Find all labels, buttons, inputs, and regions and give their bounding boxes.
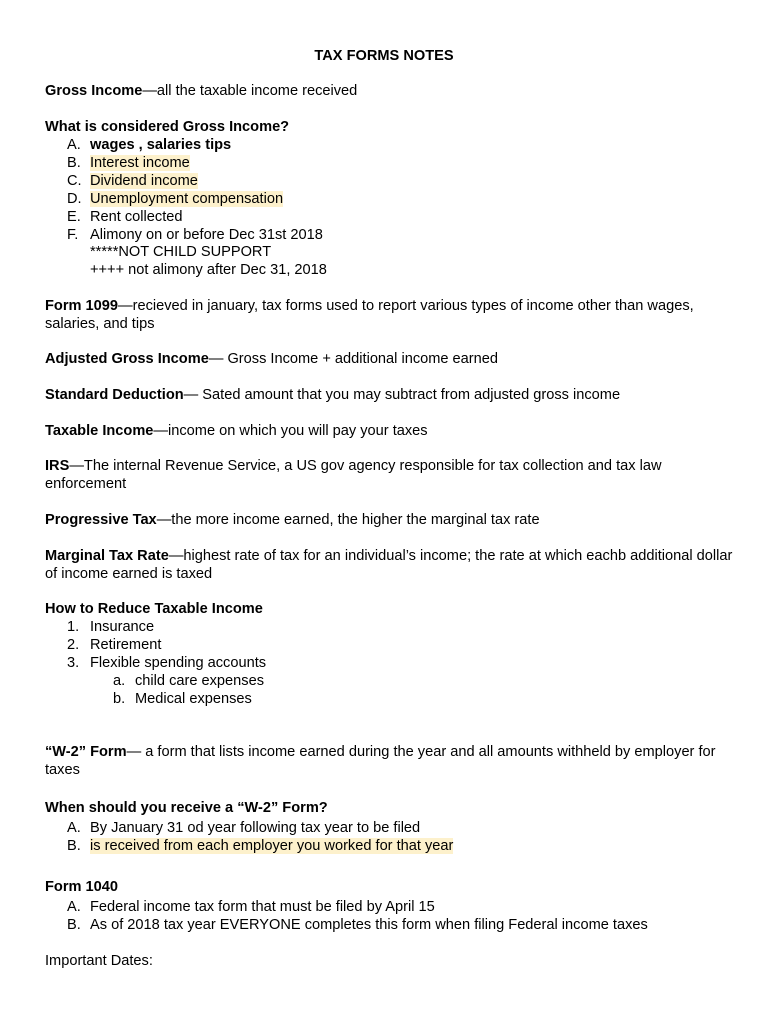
term: Form 1099 [45, 298, 119, 314]
when-w2-list [45, 819, 735, 855]
list-item [45, 136, 735, 154]
term: Gross Income [45, 83, 143, 99]
list-item-text: By January 31 od year following tax year to be filed [90, 820, 421, 836]
list-item-text: Flexible spending accounts [90, 655, 267, 671]
list-marker: 1. [67, 619, 80, 635]
list-item [45, 618, 735, 636]
form-1099-definition [45, 297, 735, 333]
definition: — Sated amount that you may subtract from adjusted gross income [183, 387, 621, 403]
term: Adjusted Gross Income [45, 351, 209, 367]
considered-heading: What is considered Gross Income? [45, 119, 290, 135]
term: Taxable Income [45, 423, 154, 439]
list-item-text: Rent collected [90, 209, 183, 225]
list-item-text: child care expenses [135, 673, 264, 689]
gross-income-definition [45, 82, 735, 100]
list-item [45, 226, 735, 244]
w2-definition [45, 743, 735, 779]
list-item-text: Insurance [90, 619, 155, 635]
list-item [45, 208, 735, 226]
note-child-support: *****NOT CHILD SUPPORT [90, 244, 272, 260]
definition: — a form that lists income earned during the year and all amounts withheld by employer for taxes [45, 744, 716, 778]
list-item-text: Medical expenses [135, 691, 252, 707]
list-item-text: is received from each employer you worked for that year [90, 838, 454, 854]
list-marker: 3. [67, 655, 80, 671]
term: Marginal Tax Rate [45, 548, 169, 564]
page-title: TAX FORMS NOTES [314, 48, 454, 64]
agi-definition [45, 350, 735, 368]
reduce-heading: How to Reduce Taxable Income [45, 601, 263, 617]
list-marker: b. [113, 691, 126, 707]
taxable-income-definition [45, 422, 735, 440]
list-item-text: Retirement [90, 637, 162, 653]
definition: —The internal Revenue Service, a US gov agency responsible for tax collection and tax law enforcement [45, 458, 662, 492]
list-marker: F. [67, 227, 79, 243]
important-dates-label: Important Dates: [45, 953, 153, 969]
list-item-text: Interest income [90, 155, 190, 171]
irs-definition [45, 457, 735, 493]
term: Standard Deduction [45, 387, 184, 403]
when-w2-heading: When should you receive a “W-2” Form? [45, 800, 328, 816]
list-item-text: As of 2018 tax year EVERYONE completes this form when filing Federal income taxes [90, 917, 648, 933]
marginal-tax-rate-definition [45, 547, 735, 583]
list-item [90, 690, 264, 708]
definition: —income on which you will pay your taxes [153, 423, 428, 439]
list-marker: A. [67, 137, 81, 153]
list-marker: C. [67, 173, 82, 189]
list-item-text: Alimony on or before Dec 31st 2018 [90, 227, 323, 243]
definition: —recieved in january, tax forms used to report various types of income other than wages, salaries, and tips [45, 298, 694, 332]
list-item [45, 190, 735, 208]
list-marker: A. [67, 820, 81, 836]
list-item [45, 819, 735, 837]
definition: —the more income earned, the higher the marginal tax rate [156, 512, 540, 528]
list-item-text: Federal income tax form that must be filed by April 15 [90, 899, 435, 915]
list-marker: B. [67, 917, 81, 933]
definition: —all the taxable income received [142, 83, 358, 99]
list-marker: a. [113, 673, 126, 689]
list-item [45, 916, 735, 934]
list-item [45, 654, 735, 672]
list-marker: 2. [67, 637, 80, 653]
list-marker: B. [67, 838, 81, 854]
term: “W-2” Form [45, 744, 127, 760]
list-item-text: wages , salaries tips [90, 137, 232, 153]
list-item [45, 154, 735, 172]
reduce-list [45, 618, 735, 672]
list-marker: E. [67, 209, 81, 225]
list-item-text: Unemployment compensation [90, 191, 284, 207]
reduce-sublist [90, 672, 264, 708]
list-item [45, 898, 735, 916]
term: Progressive Tax [45, 512, 157, 528]
list-item [45, 172, 735, 190]
progressive-tax-definition [45, 511, 735, 529]
list-marker: D. [67, 191, 82, 207]
definition: —highest rate of tax for an individual’s income; the rate at which eachb additional dollar of income earned is taxed [45, 548, 733, 582]
considered-list [45, 136, 735, 244]
list-item [45, 837, 735, 855]
form-1040-list [45, 898, 735, 934]
list-marker: A. [67, 899, 81, 915]
list-item [90, 672, 264, 690]
form-1040-heading: Form 1040 [45, 879, 119, 895]
list-marker: B. [67, 155, 81, 171]
definition: — Gross Income + additional income earned [208, 351, 499, 367]
list-item [45, 636, 735, 654]
term: IRS [45, 458, 70, 474]
standard-deduction-definition [45, 386, 735, 404]
list-item-text: Dividend income [90, 173, 198, 189]
note-alimony: ++++ not alimony after Dec 31, 2018 [90, 262, 327, 278]
